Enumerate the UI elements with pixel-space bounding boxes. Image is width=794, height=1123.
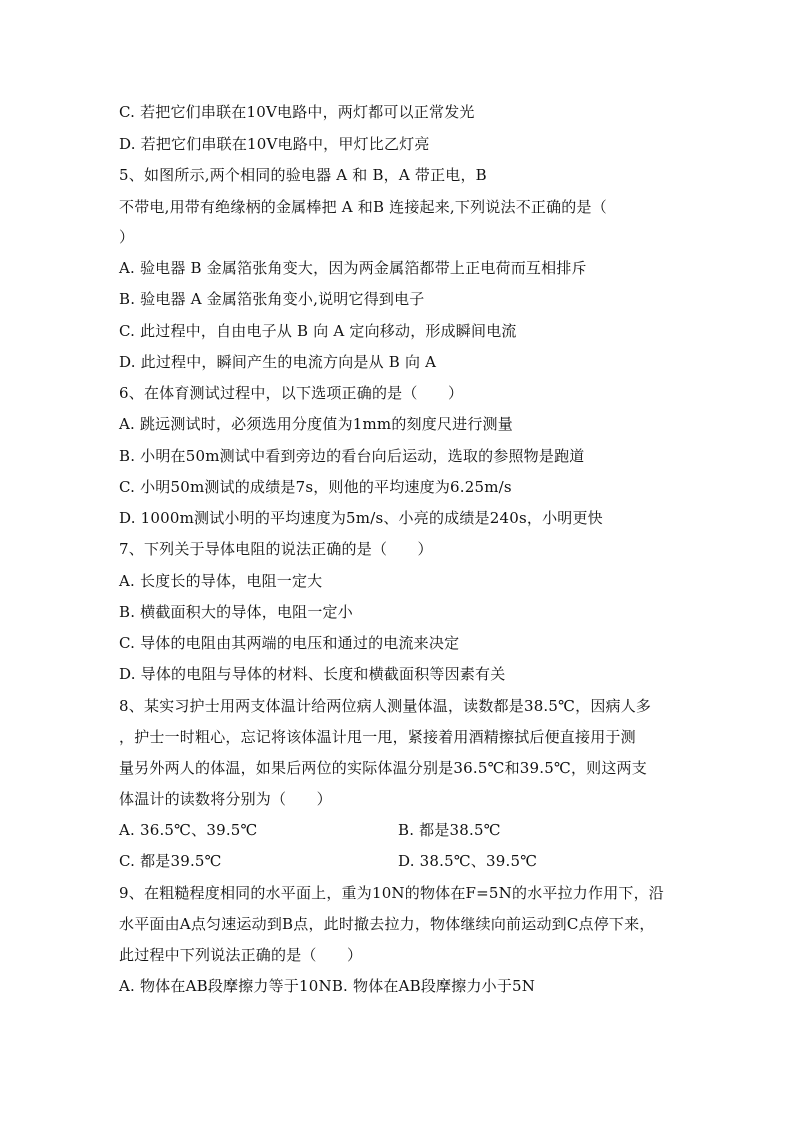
- q4-option-c: C. 若把它们串联在10V电路中，两灯都可以正常发光: [119, 103, 475, 121]
- q6-stem: 6、在体育测试过程中，以下选项正确的是（ ）: [119, 384, 464, 402]
- q9-stem-line-1: 9、在粗糙程度相同的水平面上，重为10N的物体在F=5N的水平拉力作用下，沿: [119, 884, 665, 902]
- q8-stem-line-2: ，护士一时粗心，忘记将该体温计甩一甩，紧接着用酒精擦拭后便直接用于测: [119, 728, 636, 746]
- q8-stem-line-3: 量另外两人的体温，如果后两位的实际体温分别是36.5℃和39.5℃，则这两支: [119, 759, 647, 777]
- q5-option-d: D. 此过程中，瞬间产生的电流方向是从 B 向 A: [119, 353, 437, 371]
- q5-stem-line-1: 5、如图所示,两个相同的验电器 A 和 B，A 带正电，B: [119, 166, 487, 184]
- q8-option-b: B. 都是38.5℃: [398, 821, 501, 839]
- q5-stem-line-3: ）: [119, 228, 135, 246]
- q6-option-b: B. 小明在50m测试中看到旁边的看台向后运动，选取的参照物是跑道: [119, 447, 585, 465]
- q7-option-c: C. 导体的电阻由其两端的电压和通过的电流来决定: [119, 634, 460, 652]
- q6-option-a: A. 跳远测试时，必须选用分度值为1mm的刻度尺进行测量: [119, 415, 513, 433]
- q6-option-c: C. 小明50m测试的成绩是7s，则他的平均速度为6.25m/s: [119, 478, 512, 496]
- q8-stem-line-4: 体温计的读数将分别为（ ）: [119, 790, 332, 808]
- q7-option-d: D. 导体的电阻与导体的材料、长度和横截面积等因素有关: [119, 665, 506, 683]
- q6-option-d: D. 1000m测试小明的平均速度为5m/s、小亮的成绩是240s，小明更快: [119, 509, 603, 527]
- q5-option-a: A. 验电器 B 金属箔张角变大，因为两金属箔都带上正电荷而互相排斥: [119, 259, 587, 277]
- q9-option-ab: A. 物体在AB段摩擦力等于10NB. 物体在AB段摩擦力小于5N: [119, 977, 536, 995]
- q5-option-c: C. 此过程中，自由电子从 B 向 A 定向移动，形成瞬间电流: [119, 322, 517, 340]
- q8-stem-line-1: 8、某实习护士用两支体温计给两位病人测量体温，读数都是38.5℃，因病人多: [119, 697, 652, 715]
- q4-option-d: D. 若把它们串联在10V电路中，甲灯比乙灯亮: [119, 135, 430, 153]
- q9-stem-line-3: 此过程中下列说法正确的是（ ）: [119, 946, 363, 964]
- q9-stem-line-2: 水平面由A点匀速运动到B点，此时撤去拉力，物体继续向前运动到C点停下来，: [119, 915, 655, 933]
- q7-stem: 7、下列关于导体电阻的说法正确的是（ ）: [119, 540, 433, 558]
- q8-option-d: D. 38.5℃、39.5℃: [398, 852, 538, 870]
- q5-stem-line-2: 不带电,用带有绝缘柄的金属棒把 A 和B 连接起来,下列说法不正确的是（: [119, 198, 607, 216]
- q5-option-b: B. 验电器 A 金属箔张角变小,说明它得到电子: [119, 290, 425, 308]
- q8-option-c: C. 都是39.5℃: [119, 852, 222, 870]
- q7-option-b: B. 横截面积大的导体，电阻一定小: [119, 603, 353, 621]
- q7-option-a: A. 长度长的导体，电阻一定大: [119, 572, 323, 590]
- q8-option-a: A. 36.5℃、39.5℃: [119, 821, 258, 839]
